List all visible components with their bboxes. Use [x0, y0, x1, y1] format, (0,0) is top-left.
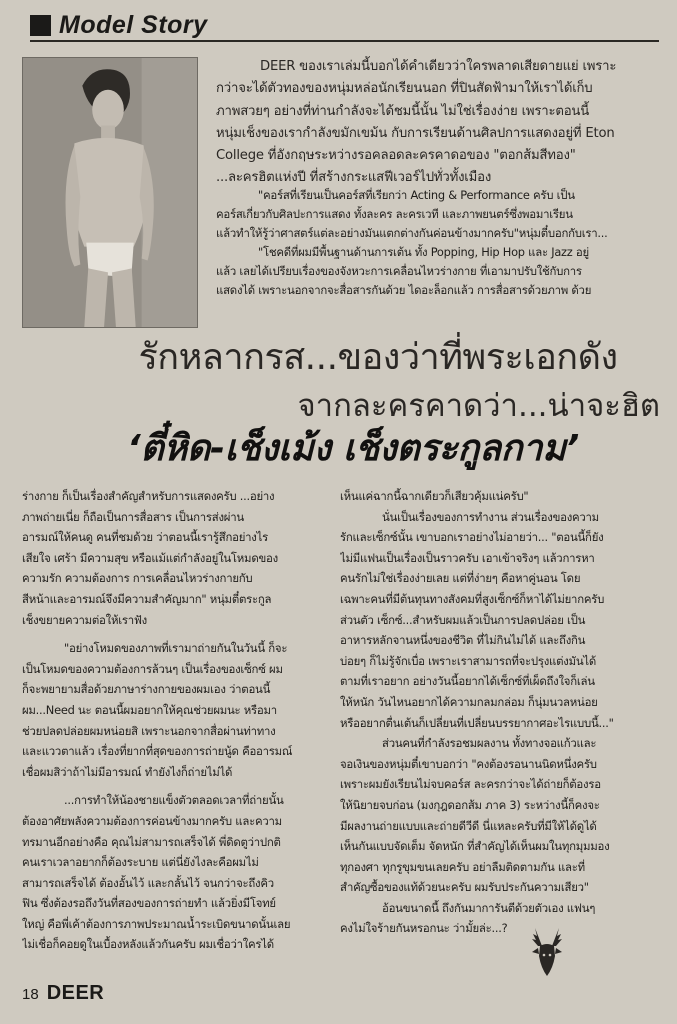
intro-line: ภาพสวยๆ อย่างที่ท่านกำลังจะได้ชมนี้นั้น ไม่ใช่เรื่องง่าย เพราะตอนนี้ [216, 103, 590, 119]
column-line: และแววตาแล้ว เรื่องที่ยากที่สุดของการถ่ายนู้ด คืออารมณ์ [22, 744, 293, 759]
body-top-text [216, 186, 660, 300]
body-line: แล้ว เลยได้เปรียบเรื่องของจังหวะการเคลื่อนไหวร่างกาย ที่เอามาปรับใช้กับการ [216, 264, 582, 278]
column-line: ร่างกาย ก็เป็นเรื่องสำคัญสำหรับการแสดงครับ ...อย่าง [22, 489, 275, 503]
right-column [340, 486, 662, 939]
column-line: ทรมานอีกอย่างคือ คุณไม่สามารถเสร็จได้ พี่ดิดตูว่าปกติ [22, 834, 281, 849]
intro-line: หนุ่มเช็งของเรากำลังขมักเขม้น กับการเรียนด้านศิลปการแสดงอยู่ที่ Eton [216, 125, 615, 141]
column-line: สามารถเสร็จได้ ต้องอั้นไว้ และกลั้นไว้ จนกว่าจะถึงคิว [22, 875, 274, 890]
column-line: ตามที่เราอยาก อย่างวันนี้อยากได้เซ็กซ์ที่เผ็ดถึงใจก็เล่น [340, 674, 595, 689]
column-line: ส่วนตัว เซ็กซ์...สำหรับผมแล้วเป็นการปลดปล่อย เป็น [340, 612, 586, 627]
column-line: มีผลงานถ่ายแบบและถ่ายดีวีดี นี่แหละครับที่มีให้ได้ดูได้ [340, 818, 597, 833]
column-line: เห็นแค่ฉากนี้ฉากเดียวก็เสียวคุ้มแน่ครับ" [340, 489, 529, 503]
column-line: เห็นกันแบบจัดเต็ม จัดหนัก ที่สำคัญได้เห็นผมในทุกมุมมอง [340, 839, 610, 854]
column-line: จอเงินของหนุ่มตี๋เขาบอกว่า "คงต้องรอนานนิดหนึ่งครับ [340, 756, 597, 771]
body-line: คอร์สเกี่ยวกับศิลปะการแสดง ทั้งละคร ละครเวที และภาพยนตร์ซึ่งพอมาเรียน [216, 207, 573, 221]
intro-line: กว่าจะได้ตัวทองของหนุ่มหล่อนักเรียนนอก ที่ปินสัดฟ้ามาให้เราได้เก็บ [216, 81, 593, 97]
column-line: ใหญ่ คือพี่เค้าต้องการภาพประมาณน้ำระเบิดขนาดนั้นเลย [22, 916, 291, 931]
brand-name: DEER [46, 982, 105, 1004]
headline-line-1: รักหลากรส...ของว่าที่พระเอกดัง [138, 337, 618, 378]
column-line: "อย่างโหมดของภาพที่เรามาถ่ายกันในวันนี้ ก็จะ [64, 641, 288, 656]
section-header [30, 8, 208, 42]
column-line: ภาพถ่ายเนี่ย ก็ถือเป็นการสื่อสาร เป็นการส่งผ่าน [22, 509, 244, 524]
column-line: หรืออยากตื่นเต้นก็เปลี่ยนที่เปลี่ยนบรรยากาศอะไรแบบนี้..." [340, 715, 614, 730]
column-line: เพราะผมยังเรียนไม่จบคอร์ส ละครกว่าจะได้ถ่ายก็ต้องรอ [340, 777, 601, 792]
section-title: Model Story [59, 10, 208, 39]
headline-line-3: ‘ตี๋หิด-เช็งเม้ง เช็งตระกูลกาม’ [126, 428, 579, 469]
deer-head-icon [526, 924, 568, 978]
column-line: ต้องอาศัยพลังความต้องการค่อนข้างมากครับ และความ [22, 813, 282, 828]
column-line: บ่อยๆ ก็ไม่รู้จักเบื่อ เพราะเราสามารถที่จะปรุงแต่งมันได้ [340, 653, 597, 668]
column-line: ก็จะพยายามสื่อด้วยภาษาร่างกายของผมเอง ว่าตอนนี้ [22, 682, 271, 697]
body-line: "คอร์สที่เรียนเป็นคอร์สที่เรียกว่า Acting & Performance ครับ เป็น [258, 188, 575, 202]
column-line: ฟิน ซึ่งต้องรอถึงวันที่สองของการถ่ายทำ แล้วยิ่งมีโจทย์ [22, 896, 276, 911]
column-line: ทุกองศา ทุกรูขุมขนเลยครับ อย่าลืมติดตามกัน และที่ [340, 859, 585, 874]
column-line: เสียใจ เศร้า มีความสุข หรือแม้แต่กำลังอยู่ในโหมดของ [22, 550, 278, 565]
body-line: แสดงได้ เพราะนอกจากจะสื่อสารกันด้วย ไดอะล็อกแล้ว การสื่อสารด้วยภาพ ด้วย [216, 283, 592, 297]
intro-line: ...ละครฮิตแห่งปี ที่สร้างกระแสฟีเวอร์ไปทั่วทั้งเมือง [216, 170, 492, 186]
column-line: เชื่อผมสิว่าถ้าไม่มีอารมณ์ ทำยังไงก็ถ่ายไม่ได้ [22, 764, 233, 779]
column-line: อาหารหลักจานหนึ่งของชีวิต ที่ไม่กินไม่ได้ และถึงกิน [340, 633, 586, 648]
column-line: ไม่เชื่อก็คอยดูในเบื้องหลังแล้วกันครับ ผมเชื่อว่าใครได้ [22, 937, 274, 952]
column-line: สีหน้าและอารมณ์จึงมีความสำคัญมาก" หนุ่มตี๋ตระกูล [22, 591, 272, 606]
column-line: สำคัญซื้อของแท้ด้วยนะครับ ผมรับประกันความเสียว" [340, 880, 589, 895]
left-column [22, 486, 327, 955]
column-line: ความรัก ความต้องการ การเคลื่อนไหวร่างกายกับ [22, 571, 253, 586]
page-number: 18 [22, 986, 39, 1003]
column-line: ช่วยปลดปล่อยผมหน่อยสิ เพราะนอกจากสื่อผ่านท่าทาง [22, 723, 276, 738]
body-line: "โชคดีที่ผมมีพื้นฐานด้านการเต้น ทั้ง Popping, Hip Hop และ Jazz อยู่ [258, 245, 589, 259]
column-line: นั่นเป็นเรื่องของการทำงาน ส่วนเรื่องของความ [382, 509, 599, 524]
folio [22, 982, 104, 1005]
column-line: ผม...Need นะ ตอนนี้ผมอยากให้คุณช่วยผมนะ หรือมา [22, 702, 277, 717]
column-line: คนเราเวลาอยากก็ต้องระบาย แต่นี่ยังไงละคือผมไม่ [22, 855, 259, 870]
column-line: ให้นิยายจบก่อน (มงกุฎดอกส้ม ภาค 3) ระหว่างนี้ก็คงจะ [340, 797, 600, 812]
column-line: คนรักไม่ใช่เรื่องง่ายเลย แต่ที่ง่ายๆ คือหาคู่นอน โดย [340, 571, 581, 586]
body-line: แล้วทำให้รู้ว่าศาสตร์แต่ละอย่างมันแตกต่างกันค่อนข้างมากครับ"หนุ่มตี๋บอกกับเรา... [216, 226, 608, 240]
header-square-icon [30, 15, 51, 36]
header-rule [30, 40, 659, 42]
column-line: ส่วนคนที่กำลังรอชมผลงาน ทั้งทางจอแก้วและ [382, 736, 597, 751]
column-line: ให้หนัก วันไหนอยากได้ความกลมกล่อม ก็นุ่มนวลหน่อย [340, 694, 598, 709]
intro-line: DEER ของเราเล่มนี้บอกได้คำเดียวว่าใครพลาดเสียดายแย่ เพราะ [260, 59, 617, 74]
column-line: เช็งขยายความต่อให้เราฟัง [22, 612, 147, 627]
headline-line-2: จากละครคาดว่า...น่าจะฮิต [297, 388, 660, 424]
intro-text [216, 56, 660, 190]
column-line: อารมณ์ให้คนดู คนที่ชมด้วย ว่าตอนนี้เรารู้สึกอย่างไร [22, 530, 268, 545]
column-line: ไม่มีแฟนเป็นเรื่องเป็นราวครับ เอาเข้าจริงๆ แล้วการหา [340, 550, 595, 565]
model-photo [22, 57, 198, 328]
column-line: เป็นโหมดของความต้องการล้วนๆ เป็นเรื่องของเซ็กซ์ ผม [22, 661, 283, 676]
column-line: ...การทำให้น้องชายแข็งตัวตลอดเวลาที่ถ่ายนั้น [64, 793, 284, 808]
column-line: อ้อนขนาดนี้ ถึงกันมาการันตีด้วยตัวเอง แฟนๆ [382, 900, 596, 915]
column-line: คงไม่ใจร้ายกันหรอกนะ ว่ามั้ยล่ะ...? [340, 921, 508, 936]
column-line: เฉพาะคนที่มีต้นทุนทางสังคมที่สูงเซ็กซ์ก็หาได้ไม่ยากครับ [340, 591, 605, 606]
column-line: รักและเซ็กซ์นั้น เขาบอกเราอย่างไม่อายว่า... "ตอนนี้ก็ยัง [340, 530, 604, 545]
intro-line: College ที่อังกฤษระหว่างรอคลอดละครคาดอของ "ตอกส้มสีทอง" [216, 148, 576, 164]
